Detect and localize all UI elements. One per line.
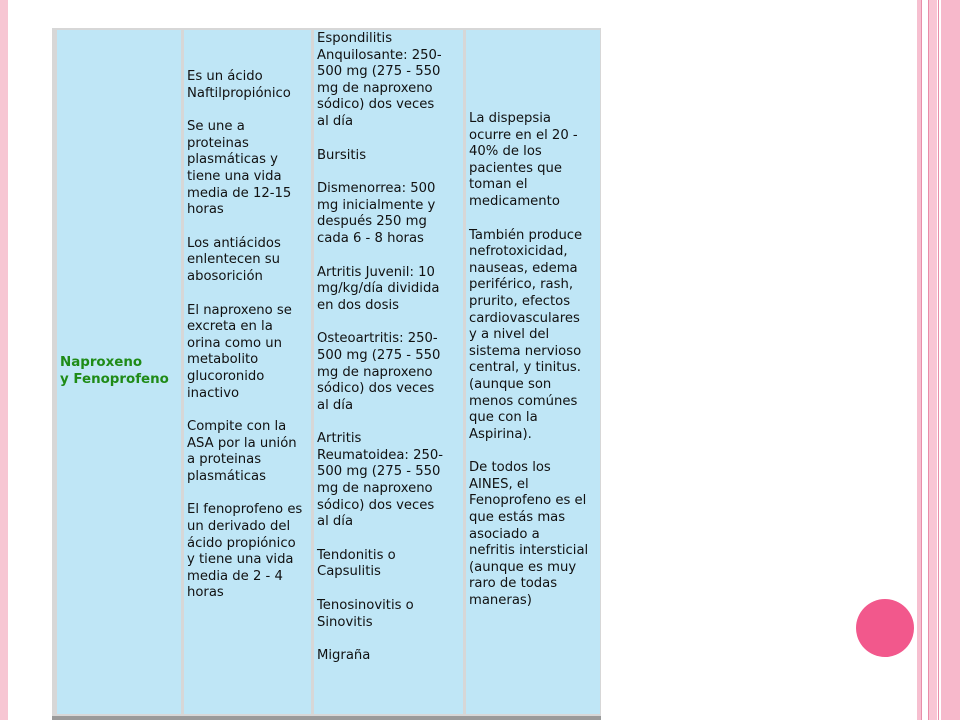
- indication-paragraph: Espondilitis Anquilosante: 250- 500 mg (275 - 550 mg de naproxeno sódico) dos veces al día: [317, 31, 442, 129]
- right-decorative-stripe: [941, 0, 960, 720]
- drug-name: Naproxeno y Fenoprofeno: [60, 355, 169, 387]
- indication-paragraph: Dismenorrea: 500 mg inicialmente y después 250 mg cada 6 - 8 horas: [317, 181, 436, 246]
- right-decorative-stripe: [929, 0, 937, 720]
- adverse-effect-paragraph: La dispepsia ocurre en el 20 - 40% de los pacientes que toman el medicamento: [469, 111, 578, 209]
- indication-paragraph: Osteoartritis: 250- 500 mg (275 - 550 mg de naproxeno sódico) dos veces al día: [317, 331, 441, 413]
- pharmacology-cell: [184, 30, 311, 714]
- indication-paragraph: Artritis Reumatoidea: 250- 500 mg (275 - 550 mg de naproxeno sódico) dos veces al día: [317, 431, 444, 530]
- adverse-effect-paragraph: También produce nefrotoxicidad, nauseas, edema periférico, rash, prurito, efectos cardiovasculares y a nivel del sistema nervioso central, y tinitus. (aunque son menos comúnes que con la Aspirina).: [469, 227, 583, 442]
- indication-paragraph: Tenosinovitis o Sinovitis: [317, 598, 414, 630]
- indication-paragraph: Artritis Juvenil: 10 mg/kg/día dividida en dos dosis: [317, 264, 440, 313]
- right-decorative-line: [921, 0, 922, 720]
- pharmacology-paragraph: Se une a proteinas plasmáticas y tiene una vida media de 12-15 horas: [187, 119, 292, 218]
- pharmacology-paragraph: Los antiácidos enlentecen su abosorición: [187, 235, 281, 284]
- accent-circle: [856, 599, 914, 657]
- right-decorative-line: [928, 0, 929, 720]
- right-decorative-line: [938, 0, 939, 720]
- table-bottom-border: [52, 716, 601, 720]
- indications-cell: [314, 30, 463, 714]
- indication-paragraph: Bursitis: [317, 147, 367, 163]
- pharmacology-paragraph: Compite con la ASA por la unión a proteinas plasmáticas: [187, 419, 297, 484]
- drug-name-cell: [57, 30, 181, 714]
- adverse-effect-paragraph: De todos los AINES, el Fenoprofeno es el que estás mas asociado a nefritis intersticial (aunque es muy raro de todas maneras): [469, 460, 589, 609]
- pharmacology-paragraph: Es un ácido Naftilpropiónico: [187, 69, 291, 101]
- pharmacology-paragraph: El naproxeno se excreta en la orina como un metabolito glucoronido inactivo: [187, 302, 292, 401]
- adverse-effects-cell: [466, 30, 600, 714]
- indication-paragraph: Tendonitis o Capsulitis: [317, 547, 396, 580]
- indication-paragraph: Migraña: [317, 648, 371, 664]
- pharmacology-paragraph: El fenoprofeno es un derivado del ácido propiónico y tiene una vida media de 2 - 4 horas: [187, 502, 303, 601]
- drug-table: [52, 28, 601, 720]
- left-decorative-border: [0, 0, 8, 720]
